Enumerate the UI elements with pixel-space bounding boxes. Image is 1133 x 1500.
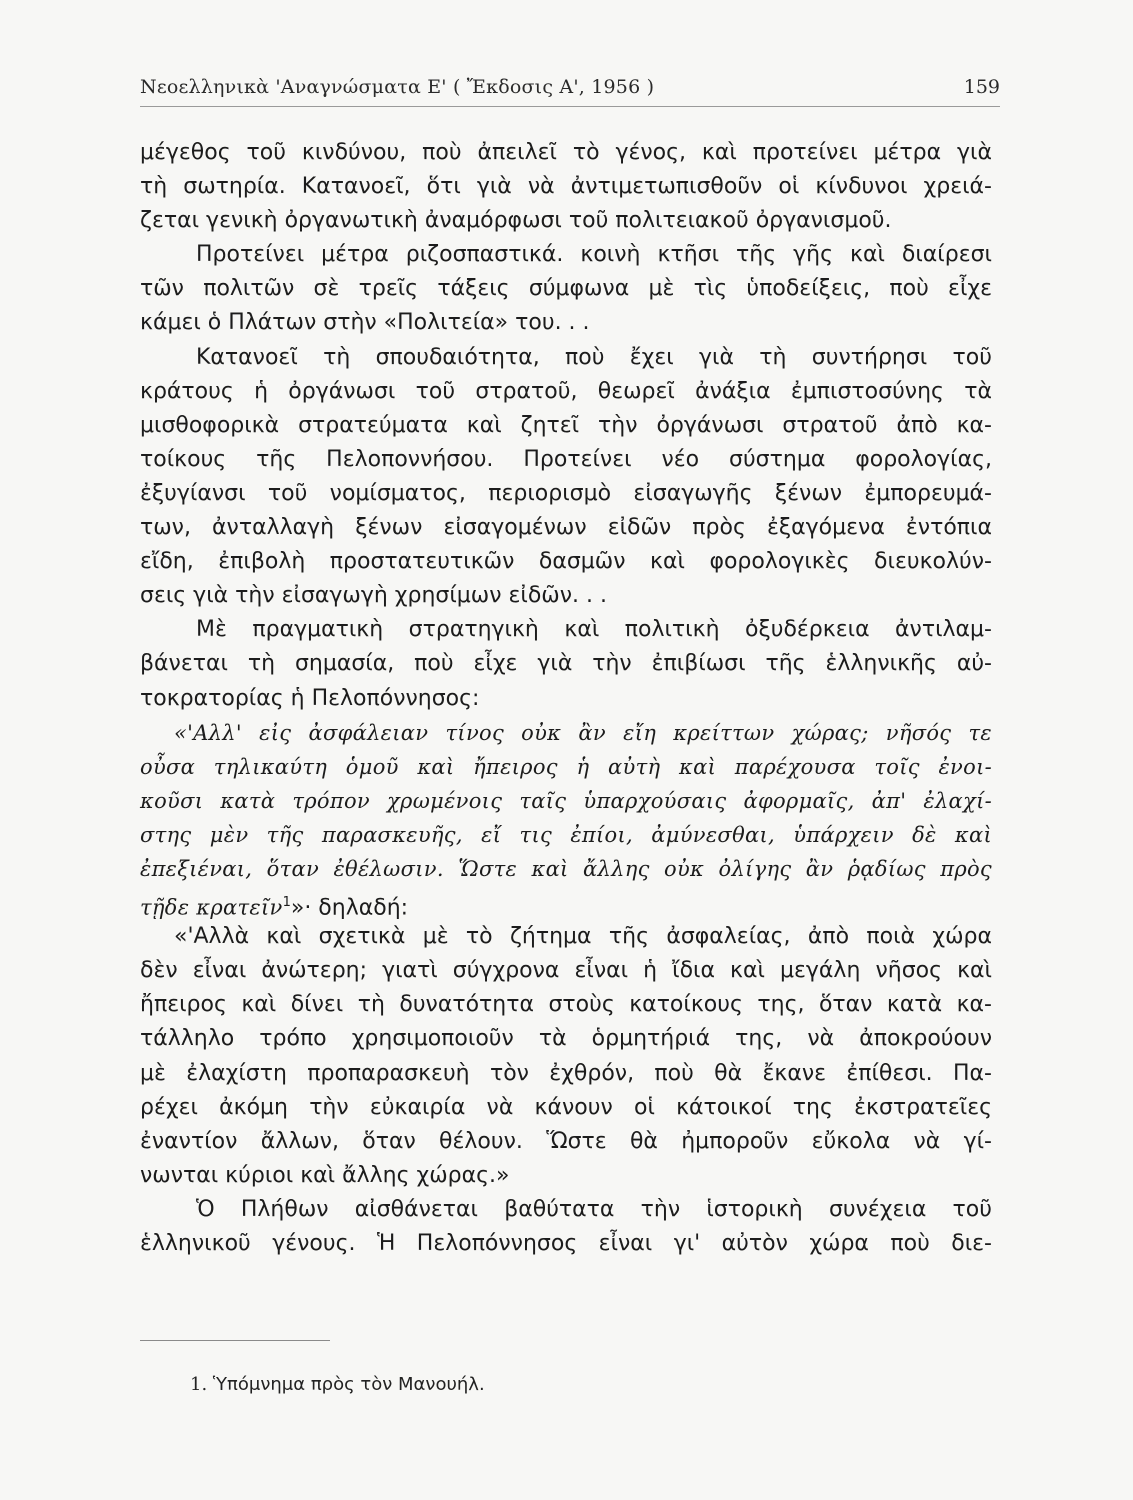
quote-line: οὖσα τηλικαύτη ὁμοῦ καὶ ἤπειρος ἡ αὐτὴ καὶ παρέχουσα τοῖς ἐνοι- [140, 754, 992, 779]
text-line: «'Αλλὰ καὶ σχετικὰ μὲ τὸ ζήτημα τῆς ἀσφαλείας, ἀπὸ ποιὰ χώρα [174, 924, 992, 950]
text-line: μέγεθος τοῦ κινδύνου, ποὺ ἀπειλεῖ τὸ γένος, καὶ προτείνει μέτρα γιὰ [140, 140, 992, 165]
text-line: κράτους ἡ ὀργάνωσι τοῦ στρατοῦ, θεωρεῖ ἀνάξια ἐμπιστοσύνης τὰ [140, 378, 992, 404]
footnote-number: 1. [190, 1374, 208, 1395]
text-line: τὴ σωτηρία. Κατανοεῖ, ὅτι γιὰ νὰ ἀντιμετωπισθοῦν οἱ κίνδυνοι χρειά- [140, 174, 992, 200]
quote-closing: »· [290, 895, 312, 921]
text-line: των, ἀνταλλαγὴ ξένων εἰσαγομένων εἰδῶν πρὸς ἐξαγόμενα ἐντόπια [140, 515, 992, 541]
page-number: 159 [963, 76, 1000, 98]
text-line: μισθοφορικὰ στρατεύματα καὶ ζητεῖ τὴν ὀργάνωσι στρατοῦ ἀπὸ κα- [140, 412, 992, 438]
text-line: τάλληλο τρόπο χρησιμοποιοῦν τὰ ὁρμητήριά της, νὰ ἀποκρούουν [140, 1026, 992, 1052]
text-line: μὲ ἐλαχίστη προπαρασκευὴ τὸν ἐχθρόν, ποὺ θὰ ἔκανε ἐπίθεσι. Πα- [140, 1060, 992, 1086]
text-line: ἑλληνικοῦ γένους. Ἡ Πελοπόννησος εἶναι γι' αὐτὸν χώρα ποὺ διε- [140, 1231, 992, 1256]
text-line: ἐναντίον ἄλλων, ὅταν θέλουν. Ὥστε θὰ ἠμποροῦν εὔκολα νὰ γί- [140, 1128, 992, 1154]
quote-final-line [140, 886, 992, 920]
quote-line: «'Αλλ' εἰς ἀσφάλειαν τίνος οὐκ ἂν εἴη κρείττων χώρας; νῆσός τε [174, 720, 992, 745]
footnote-divider [140, 1340, 330, 1341]
quote-line: ἐπεξιέναι, ὅταν ἐθέλωσιν. Ὥστε καὶ ἄλλης οὐκ ὀλίγης ἂν ῥᾳδίως πρὸς [140, 856, 992, 881]
footnote-text: Ὑπόμνημα πρὸς τὸν Μανουήλ. [212, 1374, 485, 1395]
quote-tail: δηλαδή: [311, 895, 409, 921]
text-line: τῶν πολιτῶν σὲ τρεῖς τάξεις σύμφωνα μὲ τὶς ὑποδείξεις, ποὺ εἶχε [140, 276, 992, 302]
text-line: Προτείνει μέτρα ριζοσπαστικά. κοινὴ κτῆσι τῆς γῆς καὶ διαίρεσι [196, 242, 992, 268]
main-text [140, 136, 992, 1261]
text-line: ἤπειρος καὶ δίνει τὴ δυνατότητα στοὺς κατοίκους της, ὅταν κατὰ κα- [140, 992, 992, 1018]
running-head: Νεοελληνικὰ 'Αναγνώσματα Ε' ( Ἔκδοσις Α', 1956 ) [140, 76, 655, 98]
text-line: σεις γιὰ τὴν εἰσαγωγὴ χρησίμων εἰδῶν. . . [140, 583, 607, 609]
quote-line: στης μὲν τῆς παρασκευῆς, εἴ τις ἐπίοι, ἀμύνεσθαι, ὑπάρχειν δὲ καὶ [140, 822, 992, 847]
text-line: τοκρατορίας ἡ Πελοπόννησος: [140, 685, 480, 711]
text-line: ζεται γενικὴ ὀργανωτικὴ ἀναμόρφωσι τοῦ πολιτειακοῦ ὀργανισμοῦ. [140, 208, 892, 234]
text-line: βάνεται τὴ σημασία, ποὺ εἶχε γιὰ τὴν ἐπιβίωσι τῆς ἑλληνικῆς αὐ- [140, 651, 992, 677]
text-line: Ὁ Πλήθων αἰσθάνεται βαθύτατα τὴν ἱστορικὴ συνέχεια τοῦ [196, 1196, 992, 1222]
quote-line: κοῦσι κατὰ τρόπον χρωμένοις ταῖς ὑπαρχούσαις ἀφορμαῖς, ἀπ' ἐλαχί- [140, 788, 992, 813]
text-line: κάμει ὁ Πλάτων στὴν «Πολιτεία» του. . . [140, 310, 590, 336]
text-line: τοίκους τῆς Πελοποννήσου. Προτείνει νέο σύστημα φορολογίας, [140, 446, 992, 472]
page-header [140, 72, 1000, 107]
footnote [190, 1374, 485, 1395]
quote-final-text: τῇδε κρατεῖν [140, 895, 283, 920]
text-line: Μὲ πραγματικὴ στρατηγικὴ καὶ πολιτικὴ ὀξυδέρκεια ἀντιλαμ- [196, 617, 992, 643]
footnote-reference: 1 [282, 895, 291, 911]
text-line: νωνται κύριοι καὶ ἄλλης χώρας.» [140, 1162, 510, 1188]
text-line: ἐξυγίανσι τοῦ νομίσματος, περιορισμὸ εἰσαγωγῆς ξένων ἐμπορευμά- [140, 480, 992, 506]
text-line: Κατανοεῖ τὴ σπουδαιότητα, ποὺ ἔχει γιὰ τὴ συντήρησι τοῦ [196, 344, 992, 370]
text-line: ρέχει ἀκόμη τὴν εὐκαιρία νὰ κάνουν οἱ κάτοικοί της ἐκστρατεῖες [140, 1094, 992, 1120]
text-line: εἴδη, ἐπιβολὴ προστατευτικῶν δασμῶν καὶ φορολογικὲς διευκολύν- [140, 549, 992, 575]
text-line: δὲν εἶναι ἀνώτερη; γιατὶ σύγχρονα εἶναι ἡ ἴδια καὶ μεγάλη νῆσος καὶ [140, 958, 992, 984]
